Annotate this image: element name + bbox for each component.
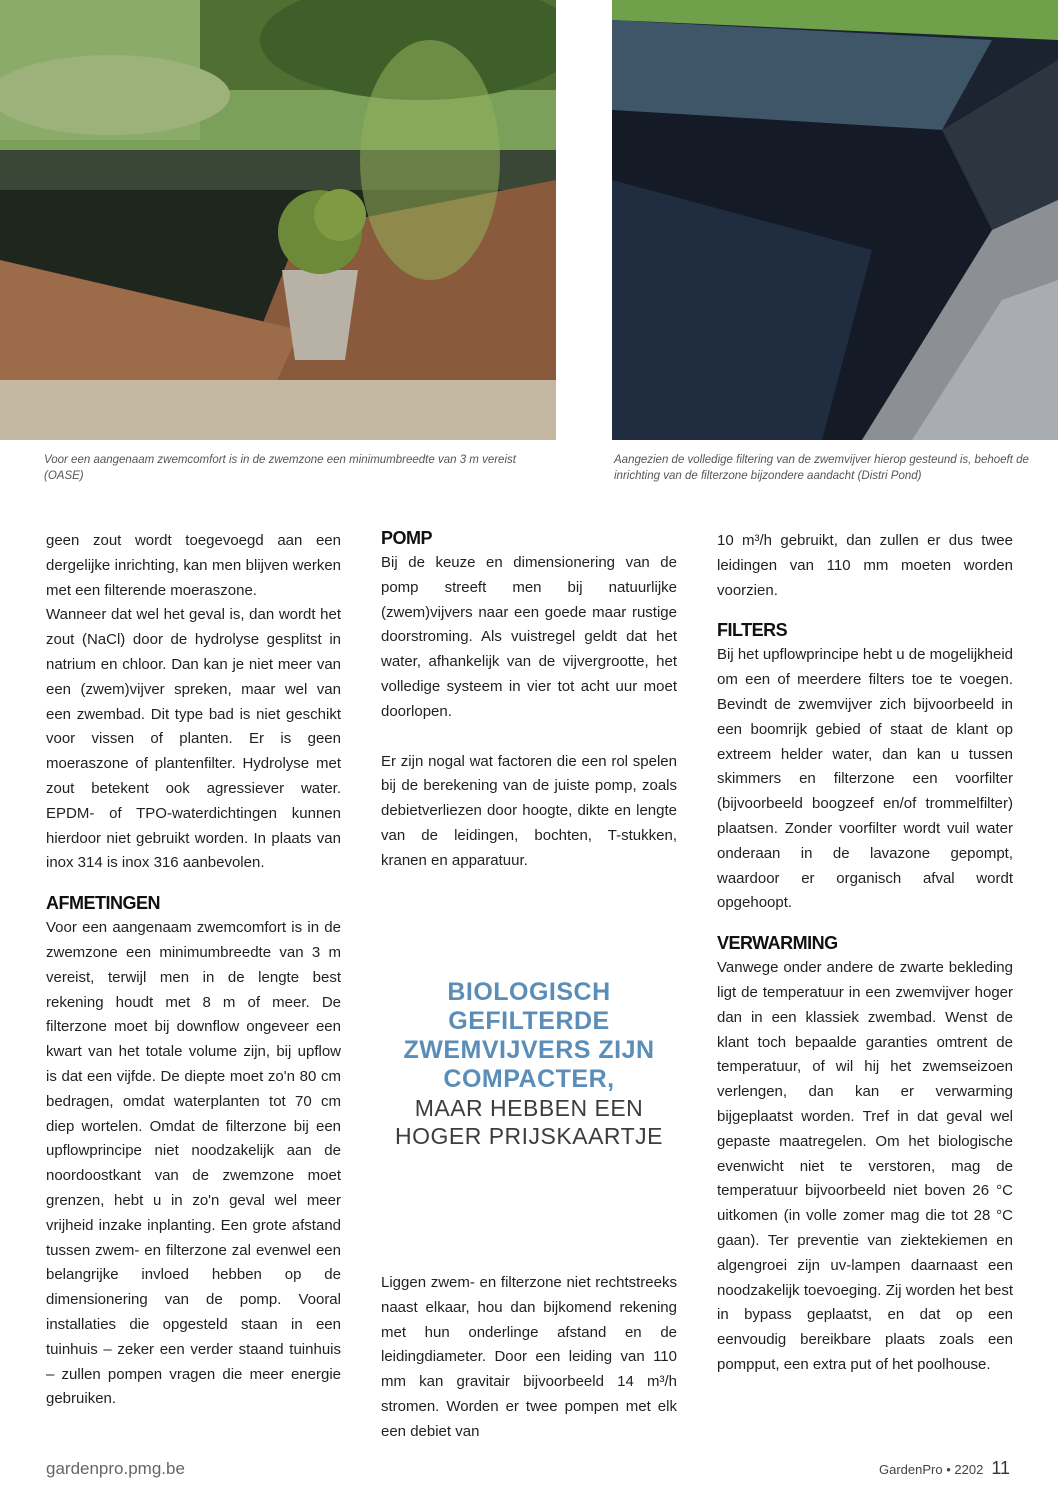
section-heading-verwarming: VERWARMING <box>717 933 838 954</box>
article-column-3 <box>717 529 1013 1378</box>
paragraph: Wanneer dat wel het geval is, dan wordt het zout (NaCl) door de hydrolyse gesplitst in natrium en chloor. Dan kan je niet meer van een (zwem)vijver spreken, maar wel van een zwembad. Dit type bad is niet geschikt voor vissen of planten. Er is geen moeraszone of plantenfilter. Hydrolyse met zout betekent ook agressiever water. EPDM- of TPO-waterdichtingen kunnen hierdoor niet gebruikt worden. In plaats van inox 314 is inox 316 aanbevolen. <box>46 606 341 872</box>
caption-left-photo: Voor een aangenaam zwemcomfort is in de zwemzone een minimumbreedte van 3 m vereist (OASE) <box>44 454 516 482</box>
paragraph: Bij de keuze en dimensionering van de pomp streeft men bij natuurlijke (zwem)vijvers naar een goede maar rustige doorstroming. Als vuistregel geldt dat het water, afhankelijk van de vijvergrootte, het volledige systeem in vier tot acht uur moet doorlopen. <box>381 554 677 720</box>
caption-right-photo: Aangezien de volledige filtering van de zwemvijver hierop gesteund is, behoeft de inrichting van de filterzone bijzondere aandacht (Distri Pond) <box>614 454 1029 482</box>
footer-folio <box>879 1458 1010 1479</box>
photo-infinity-pond <box>612 0 1058 440</box>
pull-quote <box>381 978 677 1150</box>
paragraph: geen zout wordt toegevoegd aan een dergelijke inrichting, kan men blijven werken met een filterende moeraszone. <box>46 532 341 599</box>
photo-swimming-pond-deck <box>0 0 556 440</box>
article-column-2-continued <box>381 1271 677 1445</box>
section-heading-pomp: POMP <box>381 528 433 548</box>
paragraph: 10 m³/h gebruikt, dan zullen er dus twee leidingen van 110 mm moeten worden voorzien. <box>717 532 1013 599</box>
footer-website-link[interactable]: gardenpro.pmg.be <box>46 1459 185 1478</box>
paragraph: Vanwege onder andere de zwarte bekleding ligt de temperatuur in een zwemvijver hoger dan in een klassiek zwembad. Wenst de klant toch bepaalde garanties omtrent de temperatuur, of wil hij het zwemseizoen verlengen, dan kan er verwarming bijgeplaatst worden. Tref in dat geval wel gepaste maatregelen. Om het biologische evenwicht niet te verstoren, mag de temperatuur bijvoorbeeld niet boven 26 °C uitkomen (in volle zomer mag die tot 28 °C gaan). Ter preventie van ziektekiemen en algengroei zijn uv-lampen daarnaast een noodzakelijk toevoeging. Zij worden het best in bypass geplaatst, en dat op een eenvoudig bereikbare plaats zoals een pompput, een extra put of het poolhouse. <box>717 959 1013 1373</box>
paragraph: Voor een aangenaam zwemcomfort is in de zwemzone een minimumbreedte van 3 m vereist, terwijl men in de lengte best rekening houdt met 8 m of meer. De filterzone moet bij downflow ongeveer een kwart van het totale volume zijn, bij upflow is dat een vijfde. De diepte moet zo'n 80 cm bedragen, omdat waterplanten tot 70 cm diep wortelen. Omdat de filterzone bij een upflowprincipe niet noodzakelijk aan de noordoostkant van de zwemzone moet grenzen, hebt u in zo'n geval wel meer vrijheid inzake inplanting. Een grote afstand tussen zwem- en filterzone zal evenwel een belangrijke invloed hebben op de dimensionering van de pomp. Vooral installaties die opgesteld staan in een tuinhuis – zeker een verder staand tuinhuis – zullen pompen vragen die meer energie gebruiken. <box>46 919 341 1408</box>
article-column-1 <box>46 529 341 1412</box>
paragraph: Er zijn nogal wat factoren die een rol spelen bij de berekening van de juiste pomp, zoals debietverliezen door hoogte, dikte en lengte van de leidingen, bochten, T-stukken, kranen en apparatuur. <box>381 752 677 869</box>
paragraph: Liggen zwem- en filterzone niet rechtstreeks naast elkaar, hou dan bijkomend rekening met hun onderlinge afstand en de leidingdiameter. Door een leiding van 110 mm kan gravitair bijvoorbeeld 14 m³/h stromen. Worden er twee pompen met elk een debiet van <box>381 1274 677 1440</box>
pull-quote-text: MAAR HEBBEN EEN HOGER PRIJSKAARTJE <box>394 1095 664 1149</box>
pull-quote-highlight: BIOLOGISCH GEFILTERDE ZWEMVIJVERS ZIJN COMPACTER, <box>403 978 655 1093</box>
page-number: 11 <box>991 1458 1010 1478</box>
paragraph: Bij het upflowprincipe hebt u de mogelijkheid om een of meerdere filters toe te voegen. Bevindt de zwemvijver zich bijvoorbeeld in een boomrijk gebied of staat de klant op extreem helder water, dan kan u tussen skimmers en filterzone een voorfilter (bijvoorbeeld boogzeef en/of trommelfilter) plaatsen. Zonder voorfilter wordt vuil water onderaan in de lavazone gepompt, waardoor er organisch afval wordt opgehoopt. <box>717 646 1014 912</box>
section-heading-filters: FILTERS <box>717 620 788 641</box>
section-heading-afmetingen: AFMETINGEN <box>46 893 160 914</box>
article-column-2 <box>381 525 677 874</box>
magazine-issue: GardenPro • 2202 <box>879 1462 984 1477</box>
